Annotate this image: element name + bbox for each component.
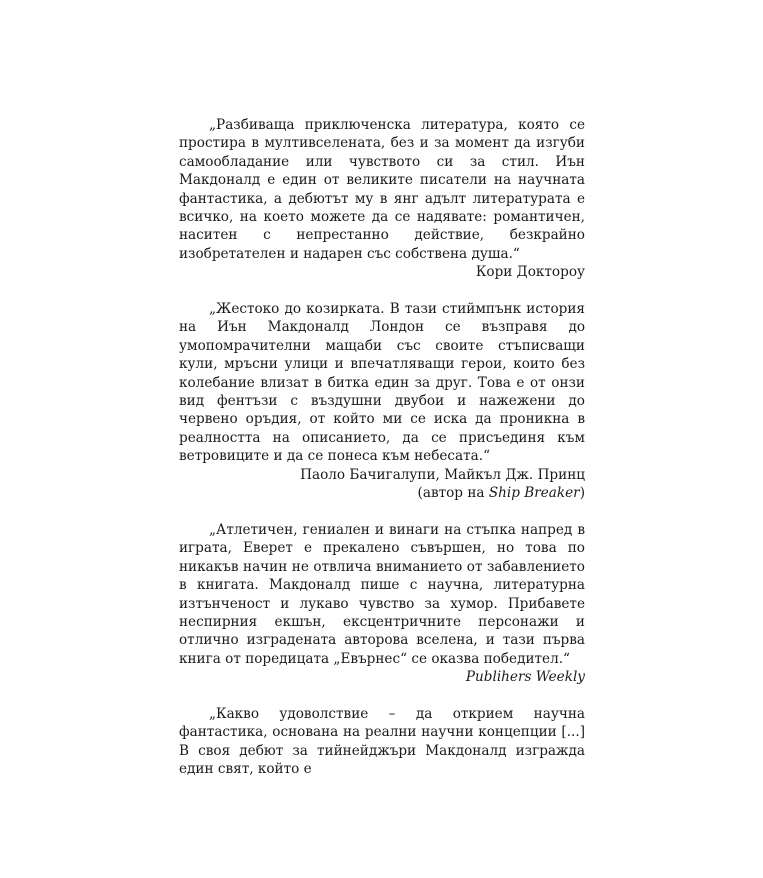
quote-text: „Жестоко до козирката. В тази стиймпънк история на Иън Макдоналд Лондон се възправя до умопомрачителни мащаби със своите стъписващи кули, мръсни улици и впечатляващи герои, които без колебание влизат в битка един за друг. Това е от онзи вид фентъзи с въздушни двубои и нажежени до червено оръдия, от който ми се иска да проникна в реалността на описанието, да се присъединя към ветровиците и да се понеса към небесата.“ <box>179 301 585 465</box>
quote-author-italic: Publihers Weekly <box>465 669 585 686</box>
quote-block-publishers-weekly <box>179 521 585 687</box>
quote-text: „Какво удоволствие – да открием научна фантастика, основана на реални научни концепции [...] В своя дебют за тийнейджъри Макдоналд изгражда един свят, който е <box>179 705 585 778</box>
quote-text: „Разбиваща приключенска литература, която се простира в мултивселената, без и за момент да изгуби самообладание или чувството си за стил. Иън Макдоналд е един от великите писатели на научната фантастика, а дебютът му в янг адълт литературата е всичко, на което можете да се надявате: романтичен, наситен с непрестанно действие, безкрайно изобретателен и надарен със собствена душа.“ <box>179 117 585 262</box>
quote-author: Паоло Бачигалупи, Майкъл Дж. Принц <box>300 466 585 483</box>
quote-block-doctorow <box>179 116 585 282</box>
quote-author-note <box>179 484 585 502</box>
author-note-suffix: ) <box>579 485 585 502</box>
page-content <box>179 116 585 779</box>
author-note-prefix: (автор на <box>417 485 489 502</box>
quote-block-partial <box>179 705 585 779</box>
author-note-title: Ship Breaker <box>488 485 580 502</box>
quote-text: „Атлетичен, гениален и винаги на стъпка напред в играта, Еверет е прекалено съвършен, но това по никакъв начин не отвлича вниманието от забавлението в книгата. Макдоналд пише с научна, литературна изтънченост и лукаво чувство за хумор. Прибавете неспирния екшън, ексцентричните персонажи и отлично изградената авторова вселена, и тази първа книга от поредицата „Евърнес“ се оказва победител.“ <box>179 521 585 667</box>
quote-author: Кори Доктороу <box>475 264 585 281</box>
quote-author <box>179 668 585 686</box>
quote-block-bacigalupi <box>179 300 585 502</box>
